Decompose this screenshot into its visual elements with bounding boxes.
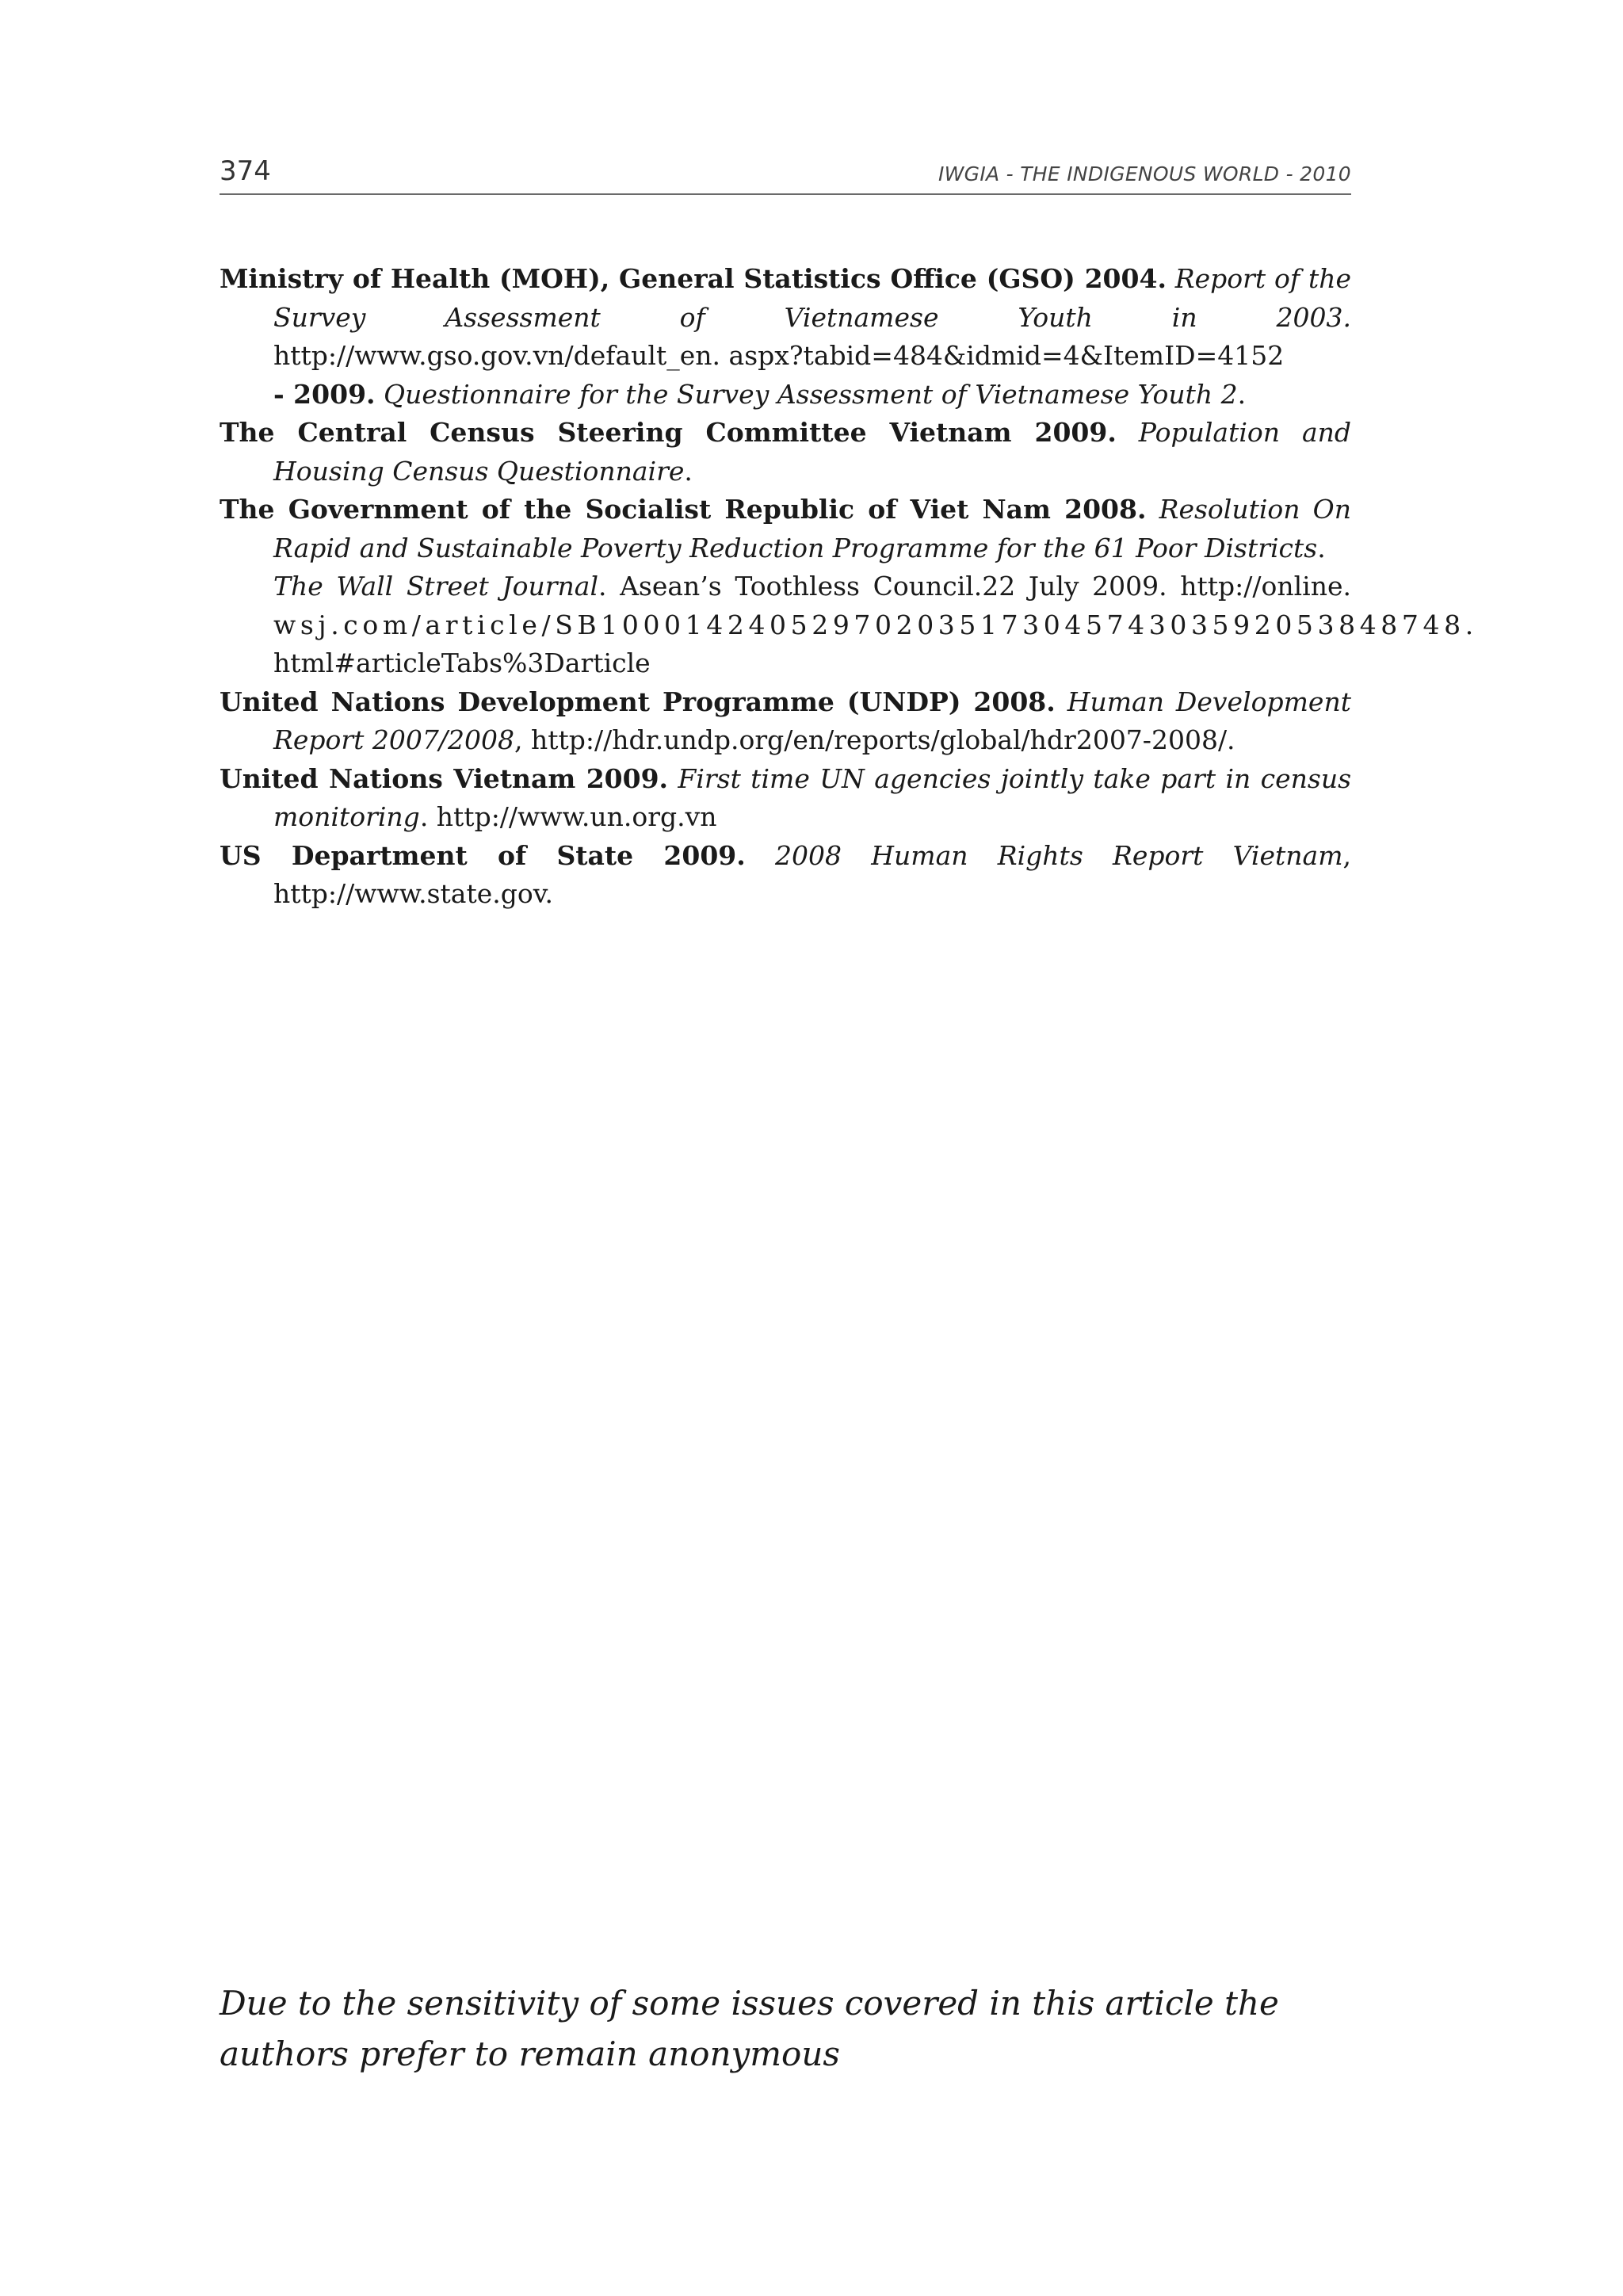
- reference-author: The Central Census Steering Committee Vietnam 2009.: [220, 417, 1117, 448]
- reference-text: . Asean’s Toothless Council.22 July 2009. http://online.: [598, 571, 1351, 602]
- reference-author: United Nations Vietnam 2009.: [220, 762, 669, 794]
- reference-wall-street-journal: [220, 567, 1478, 683]
- reference-text: . http://www.un.org.vn: [419, 801, 717, 832]
- running-header: [220, 154, 1351, 195]
- reference-moh-2004: [220, 260, 1351, 376]
- page-number: 374: [220, 155, 271, 187]
- reference-us-state-2009: [220, 837, 1351, 914]
- reference-author: United Nations Development Programme (UNDP) 2008.: [220, 686, 1056, 717]
- reference-census-committee-2009: [220, 414, 1351, 491]
- reference-government-2008: [220, 491, 1351, 567]
- author-note: Due to the sensitivity of some issues covered in this article the authors prefer to remain anonymous: [220, 1984, 1279, 2073]
- reference-title: 2008 Human Rights Report Vietnam: [775, 839, 1343, 871]
- reference-title: Population and Housing Census Questionnaire: [273, 417, 1351, 487]
- reference-title: Questionnaire for the Survey Assessment of Vietnamese Youth 2: [384, 378, 1238, 410]
- reference-undp-2008: [220, 683, 1351, 760]
- reference-text: , http://www.state.gov.: [273, 839, 1351, 909]
- reference-text: , http://hdr.undp.org/en/reports/global/hdr2007-2008/.: [514, 724, 1235, 755]
- reference-title: Resolution On Rapid and Sustainable Poverty Reduction Programme for the 61 Poor Districts: [273, 494, 1351, 563]
- reference-author: - 2009.: [273, 378, 376, 410]
- reference-title: First time UN agencies jointly take part in census monitoring: [273, 762, 1352, 832]
- reference-title: The Wall Street Journal: [273, 571, 598, 602]
- reference-url: aspx?tabid=484&idmid=4&ItemID=4152: [728, 340, 1285, 371]
- reference-author: The Government of the Socialist Republic of Viet Nam 2008.: [220, 494, 1147, 525]
- reference-punctuation: .: [1237, 378, 1247, 410]
- reference-un-vietnam-2009: [220, 760, 1351, 837]
- reference-url: wsj.com/article/SB10001424052970203517304574303592053848748.: [273, 609, 1478, 640]
- reference-title: Report of the Survey Assessment of Vietnamese Youth in 2003.: [273, 263, 1351, 333]
- reference-punctuation: .: [1317, 532, 1326, 563]
- reference-author: Ministry of Health (MOH), General Statistics Office (GSO) 2004.: [220, 263, 1167, 294]
- reference-url: http://www.gso.gov.vn/default_en.: [273, 340, 721, 371]
- reference-url: html#articleTabs%3Darticle: [273, 648, 651, 678]
- reference-moh-2009: [220, 376, 1351, 415]
- reference-punctuation: .: [684, 455, 693, 487]
- reference-title: Human Development Report 2007/2008: [273, 686, 1351, 755]
- reference-author: US Department of State 2009.: [220, 839, 746, 871]
- running-title: IWGIA - THE INDIGENOUS WORLD - 2010: [938, 162, 1351, 185]
- reference-list: [220, 260, 1478, 914]
